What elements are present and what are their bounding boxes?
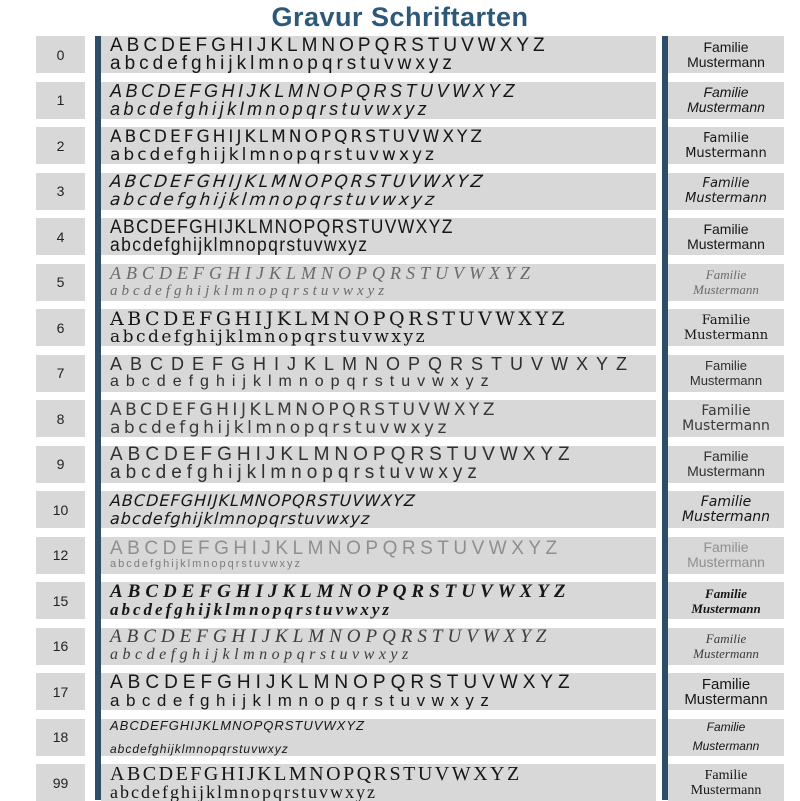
sample-cell [668,400,784,437]
sample-cell [668,764,784,801]
font-number-label: 8 [36,400,85,437]
sample-cell [668,582,784,619]
font-number-label: 0 [36,36,85,73]
alphabet-cell [101,719,656,756]
sample-cell [668,537,784,574]
alphabet-lowercase: abcdefghijklmnopqrstuvwxyz [110,99,431,119]
font-number-label: 5 [36,264,85,301]
sample-line2: Mustermann [685,145,767,161]
font-number-label: 6 [36,309,85,346]
font-number-label: 9 [36,446,85,483]
sample-line2: Mustermann [693,646,759,661]
alphabet-lowercase: abcdefghijklmnopqrstuvwxyz [110,462,482,483]
sample-cell [668,82,784,119]
font-row [0,127,800,164]
sample-line1: Familie [705,358,747,373]
sample-line2: Mustermann [684,690,768,708]
sample-cell [668,719,784,756]
sample-line1: Familie [703,38,749,55]
sample-cell [668,36,784,73]
alphabet-uppercase: ABCDEFGHIJKLMNOPQRSTUVWXYZ [110,673,575,693]
sample-line2: Mustermann [687,53,765,70]
alphabet-uppercase: ABCDEFGHIJKLMNOPQRSTUVWXYZ [110,764,522,785]
sample-cell [668,628,784,665]
sample-line2: Mustermann [693,282,759,297]
font-row [0,355,800,392]
alphabet-cell [101,36,656,73]
font-number-label: 12 [36,537,85,574]
alphabet-lowercase: abcdefghijklmnopqrstuvwxyz [109,508,371,528]
font-number-label: 3 [36,173,85,210]
sample-line2: Mustermann [683,327,769,343]
alphabet-uppercase: ABCDEFGHIJKLMNOPQRSTUVWXYZ [108,172,487,192]
font-number-label: 2 [36,127,85,164]
sample-line2: Mustermann [692,739,760,753]
alphabet-lowercase: abcdefghijklmnopqrstuvwxyz [110,417,450,437]
sample-cell [668,491,784,528]
sample-cell [668,264,784,301]
font-number-label: 18 [36,719,85,756]
sample-line1: Familie [706,720,746,734]
alphabet-cell [101,264,656,301]
alphabet-uppercase: ABCDEFGHIJKLMNOPQRSTUVWXYZ [109,491,417,510]
sample-line1: Familie [703,130,749,146]
sample-line1: Familie [702,176,750,191]
sample-line1: Familie [701,312,751,328]
page-title: Gravur Schriftarten [271,2,529,32]
font-row [0,173,800,210]
alphabet-cell [101,309,656,346]
sample-line2: Mustermann [687,235,765,252]
sample-line2: Mustermann [685,191,767,206]
font-row [0,309,800,346]
sample-line1: Familie [701,402,751,419]
sample-cell [668,446,784,483]
alphabet-lowercase: abcdefghijklmnopqrstuvwxyz [110,646,413,663]
alphabet-uppercase: ABCDEFGHIJKLMNOPQRSTUVWXYZ [110,400,499,420]
alphabet-cell [101,355,656,392]
sample-cell [668,218,784,255]
alphabet-cell [101,400,656,437]
alphabet-lowercase: abcdefghijklmnopqrstuvwxyz [108,190,439,210]
font-number-label: 10 [36,491,85,528]
alphabet-uppercase: ABCDEFGHIJKLMNOPQRSTUVWXYZ [110,627,552,647]
sample-line2: Mustermann [681,508,771,525]
alphabet-uppercase: ABCDEFGHIJKLMNOPQRSTUVWXYZ [110,445,575,465]
sample-line2: Mustermann [691,600,761,616]
font-row [0,628,800,665]
font-number-label: 16 [36,628,85,665]
font-row [0,764,800,801]
font-number-label: 99 [36,764,85,801]
font-row [0,82,800,119]
font-row [0,400,800,437]
alphabet-uppercase: ABCDEFGHIJKLMNOPQRSTUVWXYZ [110,218,454,238]
font-row [0,491,800,528]
alphabet-uppercase: ABCDEFGHIJKLMNOPQRSTUVWXYZ [110,354,636,374]
alphabet-cell [101,491,656,528]
sample-line1: Familie [701,675,751,693]
font-row [0,582,800,619]
alphabet-uppercase: ABCDEFGHIJKLMNOPQRSTUVWXYZ [110,81,519,101]
alphabet-lowercase: abcdefghijklmnopqrstuvwxyz [110,52,456,73]
font-number-label: 1 [36,82,85,119]
alphabet-uppercase: ABCDEFGHIJKLMNOPQRSTUVWXYZ [110,127,486,147]
alphabet-lowercase: abcdefghijklmnopqrstuvwxyz [110,557,303,570]
sample-line2: Mustermann [687,554,765,570]
sample-line2: Mustermann [687,463,765,479]
alphabet-lowercase: abcdefghijklmnopqrstuvwxyz [110,599,393,619]
sample-line1: Familie [704,767,748,783]
sample-line1: Familie [703,448,749,464]
alphabet-cell [101,173,656,210]
font-number-label: 7 [36,355,85,392]
alphabet-lowercase: abcdefghijklmnopqrstuvwxyz [110,373,496,390]
alphabet-lowercase: abcdefghijklmnopqrstuvwxyz [110,144,437,164]
alphabet-cell [101,218,656,255]
alphabet-lowercase: abcdefghijklmnopqrstuvwxyz [110,741,289,756]
alphabet-cell [101,673,656,710]
sample-line2: Mustermann [687,99,765,115]
sample-line1: Familie [705,267,747,282]
alphabet-uppercase: ABCDEFGHIJKLMNOPQRSTUVWXYZ [110,36,549,56]
sample-line2: Mustermann [682,417,770,434]
font-row [0,36,800,73]
font-row [0,446,800,483]
alphabet-lowercase: abcdefghijklmnopqrstuvwxyz [110,690,496,710]
sample-line1: Familie [703,84,749,100]
alphabet-uppercase: ABCDEFGHIJKLMNOPQRSTUVWXYZ [110,718,365,733]
sample-line2: Mustermann [689,373,763,388]
font-row [0,719,800,756]
font-row [0,537,800,574]
alphabet-uppercase: ABCDEFGHIJKLMNOPQRSTUVWXYZ [110,582,571,602]
alphabet-lowercase: abcdefghijklmnopqrstuvwxyz [110,234,369,255]
font-row [0,218,800,255]
sample-line1: Familie [700,493,752,510]
alphabet-cell [101,537,656,574]
sample-cell [668,673,784,710]
alphabet-cell [101,446,656,483]
sample-cell [668,355,784,392]
alphabet-cell [101,764,656,801]
alphabet-lowercase: abcdefghijklmnopqrstuvwxyz [110,326,428,346]
sample-cell [668,173,784,210]
sample-line1: Familie [703,220,749,237]
sample-line1: Familie [705,585,747,601]
alphabet-lowercase: abcdefghijklmnopqrstuvwxyz [110,781,377,801]
font-number-label: 4 [36,218,85,255]
alphabet-cell [101,82,656,119]
sample-line1: Familie [705,631,747,646]
font-number-label: 17 [36,673,85,710]
alphabet-uppercase: ABCDEFGHIJKLMNOPQRSTUVWXYZ [110,263,535,283]
font-row [0,673,800,710]
alphabet-uppercase: ABCDEFGHIJKLMNOPQRSTUVWXYZ [110,309,569,330]
font-number-label: 15 [36,582,85,619]
alphabet-lowercase: abcdefghijklmnopqrstuvwxyz [110,283,389,299]
alphabet-cell [101,582,656,619]
alphabet-cell [101,127,656,164]
font-row [0,264,800,301]
sample-cell [668,309,784,346]
alphabet-uppercase: ABCDEFGHIJKLMNOPQRSTUVWXYZ [110,537,562,559]
sample-cell [668,127,784,164]
alphabet-cell [101,628,656,665]
sample-line2: Mustermann [690,782,762,798]
sample-line1: Familie [703,539,749,555]
